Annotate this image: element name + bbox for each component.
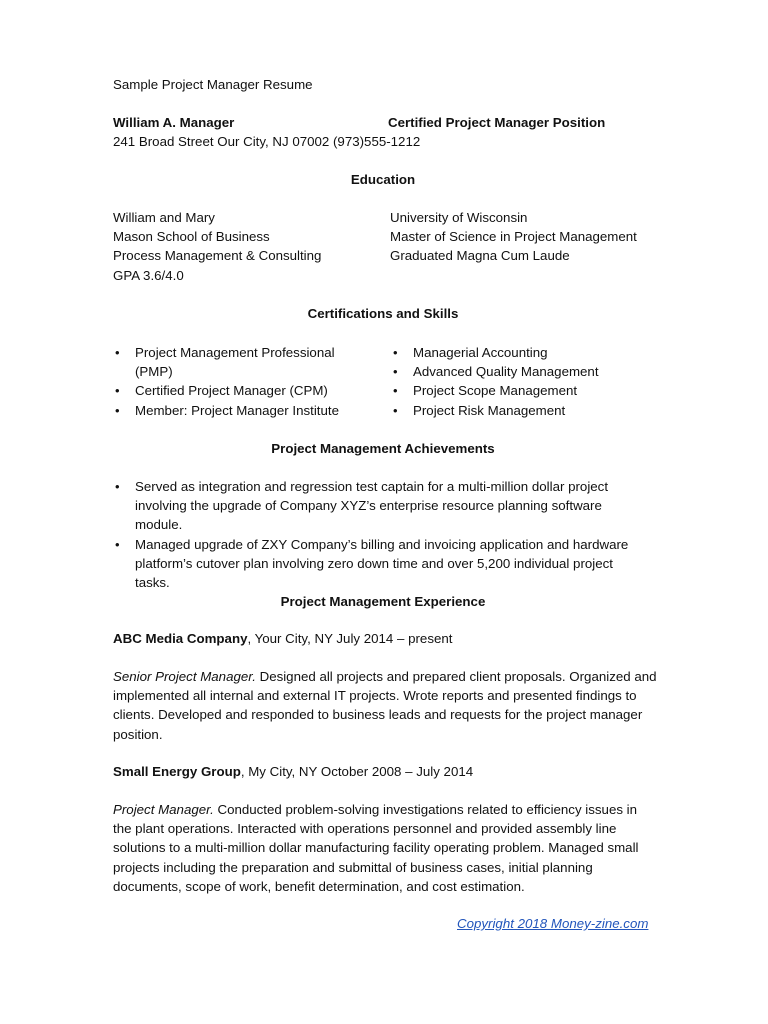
job-details: , Your City, NY July 2014 – present — [247, 631, 453, 646]
copyright-link[interactable]: Copyright 2018 Money-zine.com — [457, 916, 649, 931]
education-heading: Education — [350, 172, 416, 187]
list-item: • Member: Project Manager Institute — [113, 401, 358, 420]
education-line: Master of Science in Project Management — [390, 229, 637, 245]
job-description-2 — [113, 800, 658, 896]
list-item: • Served as integration and regression test captain for a multi-million dollar project involving the upgrade of Company XYZ’s enterprise resource planning software module. — [113, 477, 643, 535]
copyright-footer — [457, 914, 648, 933]
list-item: • Certified Project Manager (CPM) — [113, 381, 358, 400]
target-position: Certified Project Manager Position — [388, 115, 606, 130]
education-line: Process Management & Consulting — [113, 248, 322, 264]
certifications-right-list — [391, 343, 656, 420]
list-item: • Project Risk Management — [391, 401, 656, 420]
job-description-text: Designed all projects and prepared client proposals. Organized and implemented all internal and external IT projects. Wrote reports and presented findings to clients. Developed and responded to business leads and requests for the project manager position. — [113, 669, 657, 742]
job-header-1 — [113, 629, 452, 648]
job-header-2 — [113, 762, 473, 781]
list-item: • Managerial Accounting — [391, 343, 656, 362]
list-item: • Project Management Professional (PMP) — [113, 343, 358, 381]
achievements-list — [113, 477, 643, 592]
education-line: Graduated Magna Cum Laude — [390, 248, 570, 264]
education-right-column — [390, 208, 637, 266]
company-name: Small Energy Group — [113, 764, 241, 779]
education-left-column — [113, 208, 321, 285]
education-line: University of Wisconsin — [390, 210, 528, 225]
list-item: • Advanced Quality Management — [391, 362, 656, 381]
job-description-text: Conducted problem-solving investigations related to efficiency issues in the plant operations. Interacted with operations personnel and provided assembly line solutions to a multi-million dollar manufacturing facility operating problem. Managed small projects including the preparation and submittal of business cases, initial planning documents, scope of work, benefit determination, and cost estimation. — [113, 802, 639, 894]
certifications-left-list — [113, 343, 358, 420]
education-line: Mason School of Business — [113, 229, 270, 245]
job-role: Project Manager. — [113, 802, 214, 817]
list-item: • Project Scope Management — [391, 381, 656, 400]
achievements-heading: Project Management Achievements — [271, 441, 495, 456]
job-details: , My City, NY October 2008 – July 2014 — [240, 764, 474, 779]
document-title: Sample Project Manager Resume — [113, 77, 313, 92]
list-item: • Managed upgrade of ZXY Company’s billing and invoicing application and hardware platform’s cutover plan involving zero down time and over 5,200 individual project tasks. — [113, 535, 643, 593]
contact-address: 241 Broad Street Our City, NJ 07002 (973)555-1212 — [113, 134, 421, 149]
job-description-1 — [113, 667, 658, 744]
education-line: William and Mary — [113, 210, 215, 225]
job-role: Senior Project Manager. — [113, 669, 256, 684]
candidate-name: William A. Manager — [113, 115, 235, 130]
experience-heading: Project Management Experience — [280, 594, 486, 609]
education-line: GPA 3.6/4.0 — [113, 267, 184, 283]
certifications-heading: Certifications and Skills — [307, 306, 459, 321]
company-name: ABC Media Company — [113, 631, 248, 646]
